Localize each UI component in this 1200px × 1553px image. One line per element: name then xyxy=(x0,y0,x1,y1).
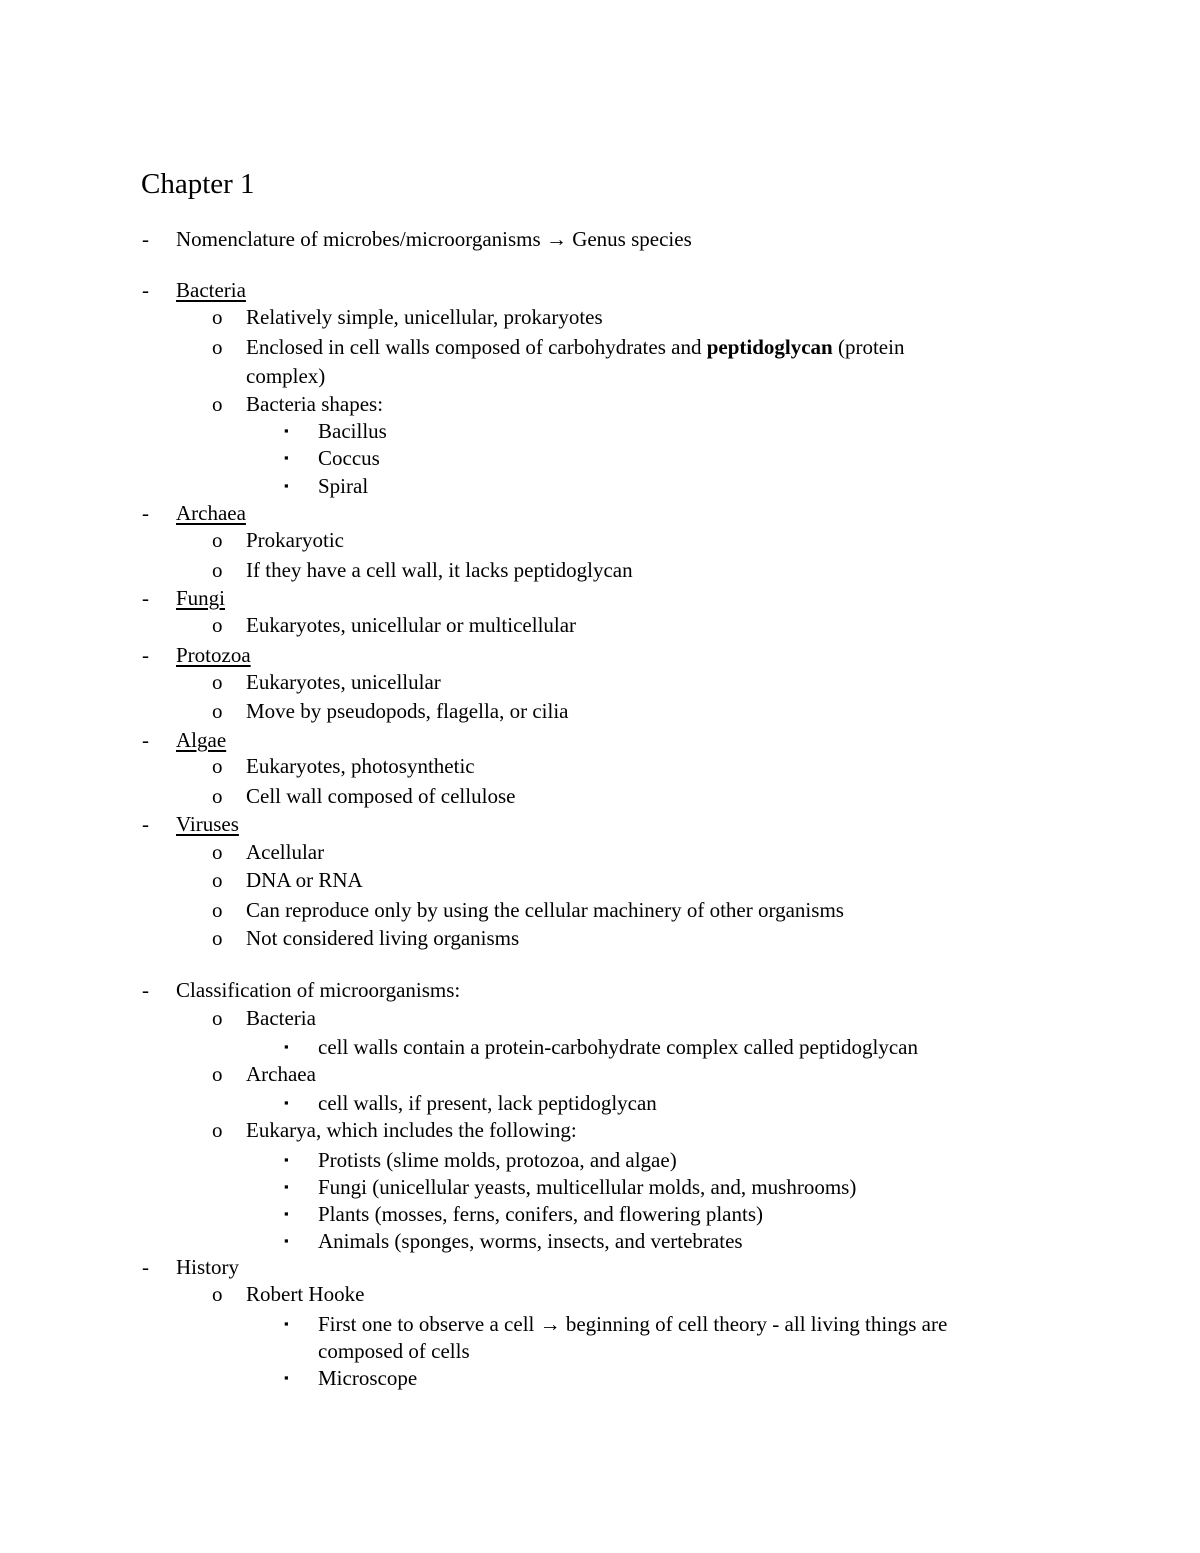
page-title: Chapter 1 xyxy=(141,168,255,200)
nomenclature-result: Genus species xyxy=(572,227,692,251)
list-item: Animals (sponges, worms, insects, and vertebrates xyxy=(318,1229,743,1253)
square-bullet: ▪ xyxy=(284,1179,289,1194)
circle-bullet: o xyxy=(212,898,223,922)
list-item: Coccus xyxy=(318,446,380,470)
dash-bullet: - xyxy=(142,728,149,752)
list-item: Bacteria xyxy=(246,1006,316,1030)
square-bullet: ▪ xyxy=(284,478,289,493)
list-item-text: (protein xyxy=(832,335,905,359)
square-bullet: ▪ xyxy=(284,1370,289,1385)
section-heading-archaea: Archaea xyxy=(176,501,246,525)
list-item: If they have a cell wall, it lacks peptidoglycan xyxy=(246,558,633,582)
square-bullet: ▪ xyxy=(284,1039,289,1054)
nomenclature-text: Nomenclature of microbes/microorganisms xyxy=(176,227,541,251)
circle-bullet: o xyxy=(212,868,223,892)
list-item: cell walls, if present, lack peptidoglycan xyxy=(318,1091,657,1115)
section-heading-protozoa: Protozoa xyxy=(176,643,251,667)
dash-bullet: - xyxy=(142,978,149,1002)
circle-bullet: o xyxy=(212,840,223,864)
list-item-continuation: composed of cells xyxy=(318,1339,470,1363)
list-item: Microscope xyxy=(318,1366,418,1390)
list-item: Eukaryotes, photosynthetic xyxy=(246,754,475,778)
square-bullet: ▪ xyxy=(284,1095,289,1110)
circle-bullet: o xyxy=(212,784,223,808)
dash-bullet: - xyxy=(142,1255,149,1279)
list-item-text: beginning of cell theory - all living things are xyxy=(565,1312,948,1336)
list-item: Robert Hooke xyxy=(246,1282,365,1306)
list-item xyxy=(246,333,904,361)
list-item: Bacteria shapes: xyxy=(246,392,384,416)
square-bullet: ▪ xyxy=(284,450,289,465)
square-bullet: ▪ xyxy=(284,1316,289,1331)
square-bullet: ▪ xyxy=(284,1152,289,1167)
circle-bullet: o xyxy=(212,926,223,950)
section-heading-classification: Classification of microorganisms: xyxy=(176,978,461,1002)
square-bullet: ▪ xyxy=(284,1233,289,1248)
circle-bullet: o xyxy=(212,335,223,359)
list-item: Eukaryotes, unicellular or multicellular xyxy=(246,613,577,637)
circle-bullet: o xyxy=(212,1118,223,1142)
circle-bullet: o xyxy=(212,392,223,416)
list-item: Prokaryotic xyxy=(246,528,344,552)
list-item: Eukarya, which includes the following: xyxy=(246,1118,577,1142)
list-item: Plants (mosses, ferns, conifers, and flowering plants) xyxy=(318,1202,763,1226)
list-item: Protists (slime molds, protozoa, and algae) xyxy=(318,1148,677,1172)
list-item-text: Enclosed in cell walls composed of carbohydrates and xyxy=(246,335,707,359)
list-item: Move by pseudopods, flagella, or cilia xyxy=(246,699,569,723)
dash-bullet: - xyxy=(142,812,149,836)
dash-bullet: - xyxy=(142,586,149,610)
circle-bullet: o xyxy=(212,305,223,329)
list-item-continuation: complex) xyxy=(246,364,326,388)
circle-bullet: o xyxy=(212,528,223,552)
section-heading-history: History xyxy=(176,1255,239,1279)
section-heading-bacteria: Bacteria xyxy=(176,278,246,302)
list-item-text: First one to observe a cell xyxy=(318,1312,535,1336)
list-item: DNA or RNA xyxy=(246,868,363,892)
circle-bullet: o xyxy=(212,1282,223,1306)
list-item: Archaea xyxy=(246,1062,316,1086)
circle-bullet: o xyxy=(212,754,223,778)
square-bullet: ▪ xyxy=(284,1206,289,1221)
circle-bullet: o xyxy=(212,613,223,637)
dash-bullet: - xyxy=(142,278,149,302)
circle-bullet: o xyxy=(212,670,223,694)
circle-bullet: o xyxy=(212,1006,223,1030)
arrow-icon: → xyxy=(545,227,567,251)
list-item: Spiral xyxy=(318,474,369,498)
dash-bullet: - xyxy=(142,227,149,251)
circle-bullet: o xyxy=(212,1062,223,1086)
list-item: Bacillus xyxy=(318,419,387,443)
square-bullet: ▪ xyxy=(284,423,289,438)
dash-bullet: - xyxy=(142,501,149,525)
list-item: Relatively simple, unicellular, prokaryotes xyxy=(246,305,603,329)
section-heading-viruses: Viruses xyxy=(176,812,239,836)
list-item: Not considered living organisms xyxy=(246,926,520,950)
circle-bullet: o xyxy=(212,699,223,723)
arrow-icon: → xyxy=(539,1312,561,1336)
list-item: Eukaryotes, unicellular xyxy=(246,670,441,694)
nomenclature-line xyxy=(176,225,692,253)
circle-bullet: o xyxy=(212,558,223,582)
list-item: Cell wall composed of cellulose xyxy=(246,784,516,808)
section-heading-algae: Algae xyxy=(176,728,227,752)
list-item: Fungi (unicellular yeasts, multicellular molds, and, mushrooms) xyxy=(318,1175,857,1199)
list-item: cell walls contain a protein-carbohydrate complex called peptidoglycan xyxy=(318,1035,919,1059)
list-item xyxy=(318,1310,947,1338)
bold-term: peptidoglycan xyxy=(706,335,833,359)
section-heading-fungi: Fungi xyxy=(176,586,226,610)
dash-bullet: - xyxy=(142,643,149,667)
list-item: Acellular xyxy=(246,840,325,864)
list-item: Can reproduce only by using the cellular machinery of other organisms xyxy=(246,898,844,922)
